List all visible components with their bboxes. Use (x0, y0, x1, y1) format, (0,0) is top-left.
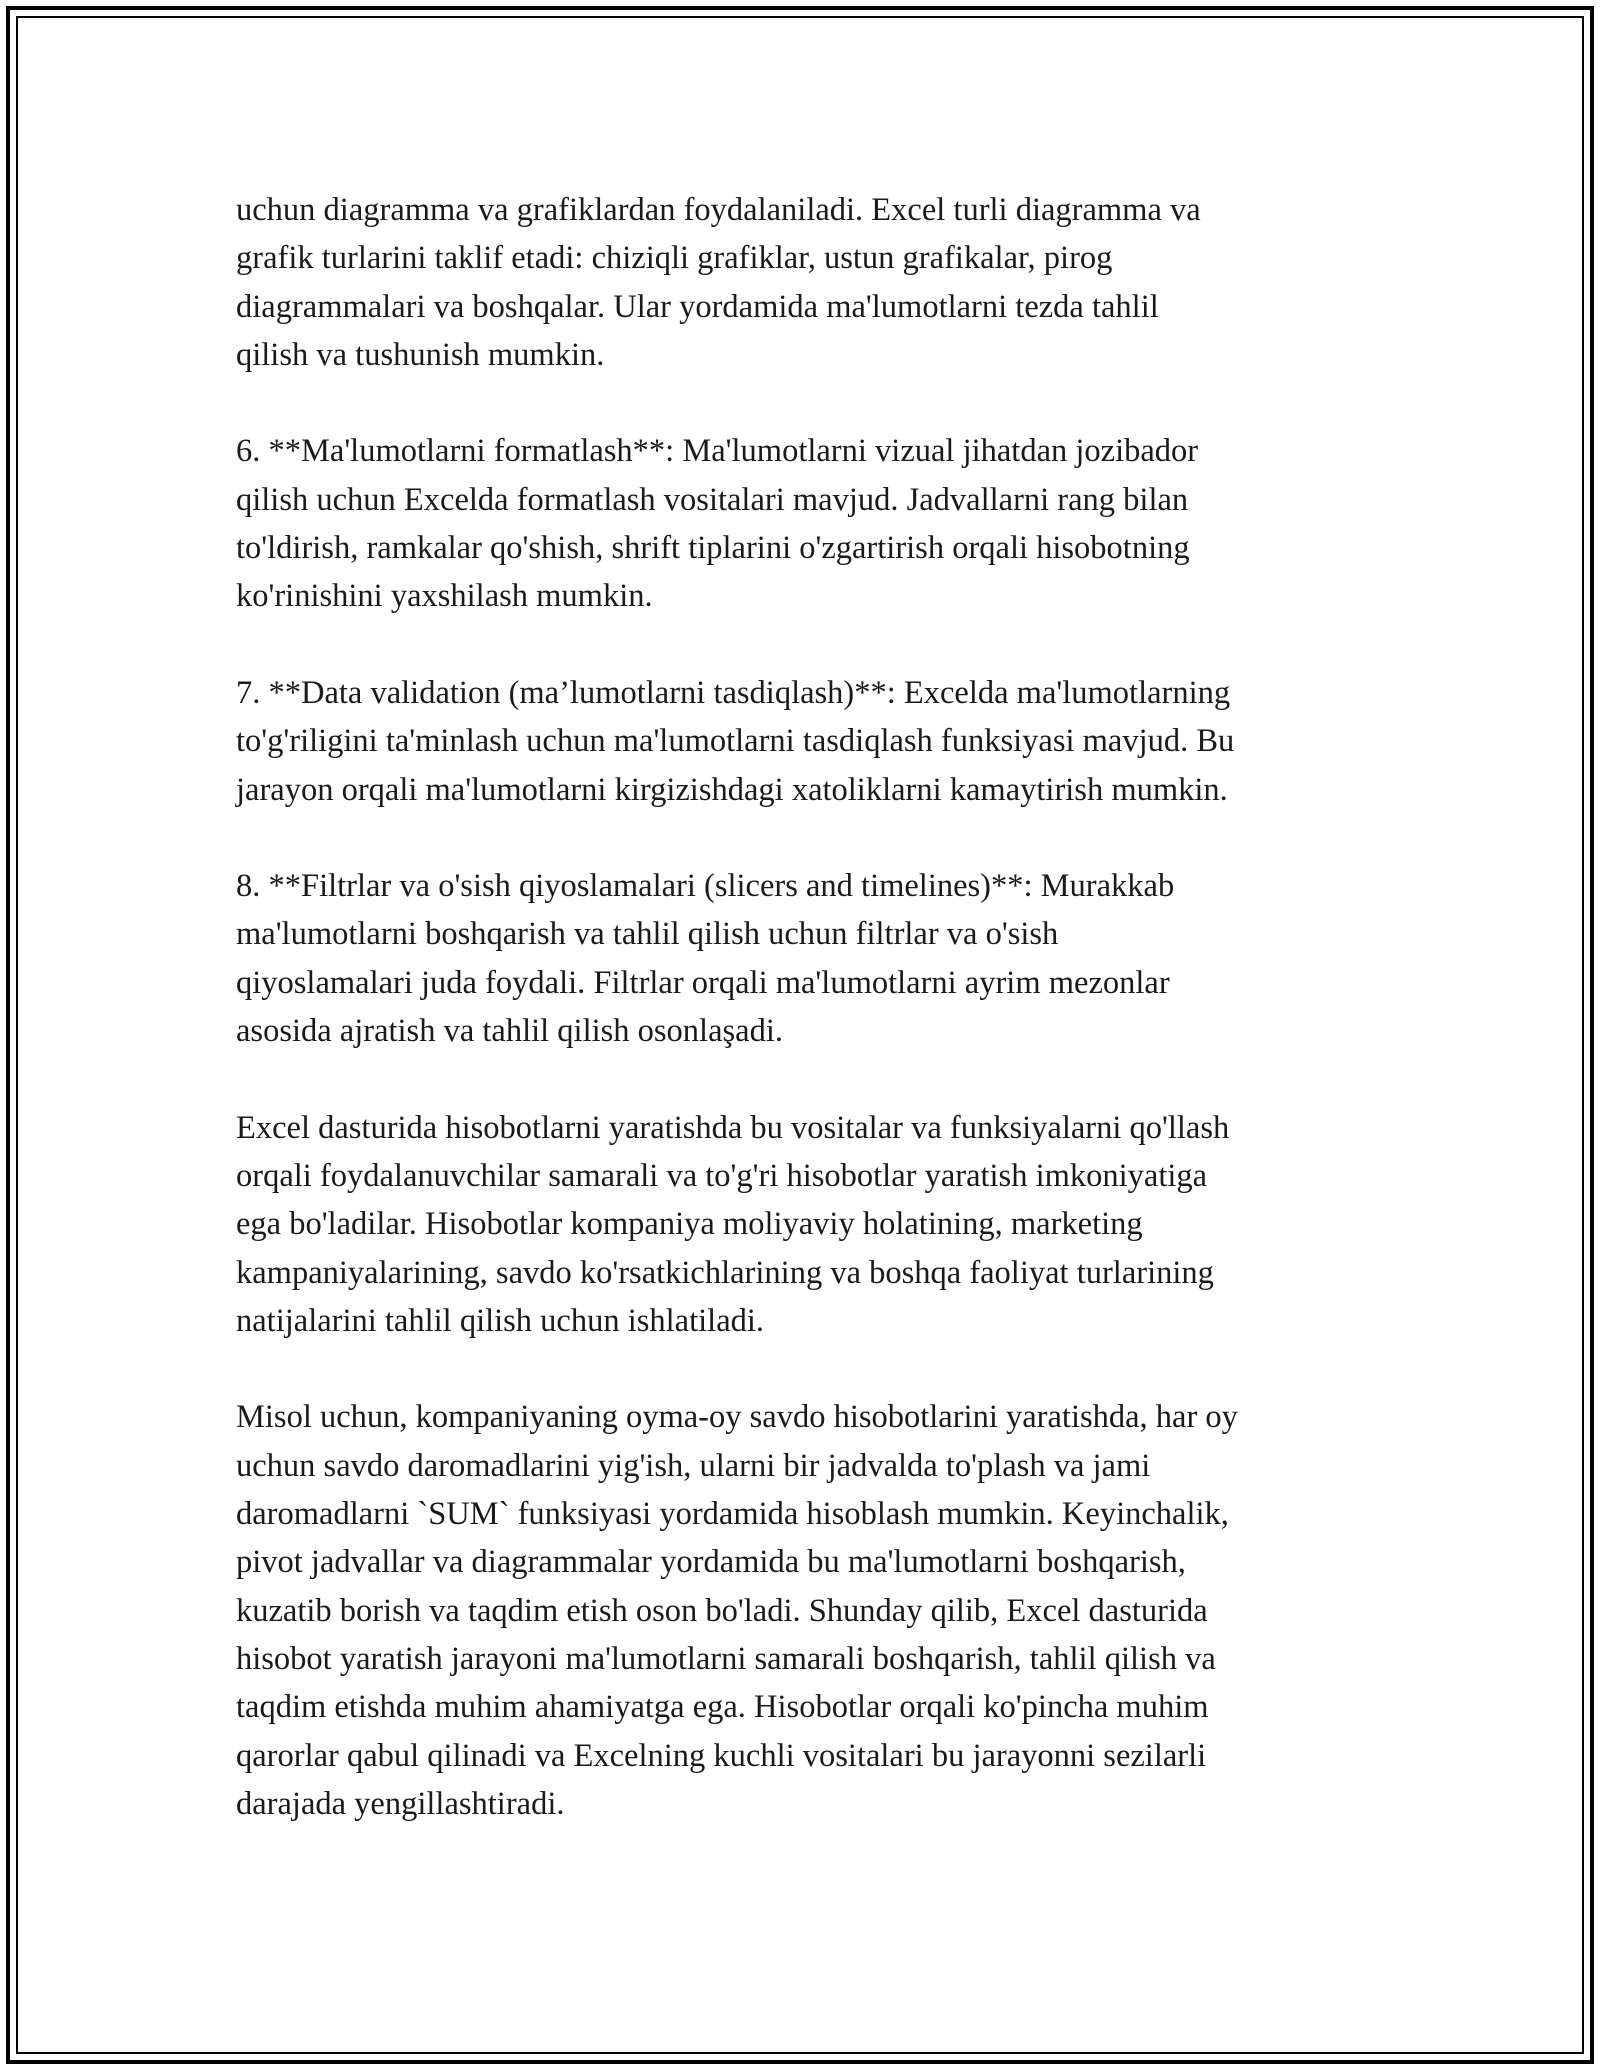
paragraph-data-validation: 7. **Data validation (ma’lumotlarni tasdiqlash)**: Excelda ma'lumotlarning to'g'riligini ta'minlash uchun ma'lumotlarni tasdiqlash funksiyasi mavjud. Bu jarayon orqali ma'lumotlarni kirgizishdagi xatoliklarni kamaytirish mumkin. (236, 674, 1235, 808)
paragraph-charts-intro: uchun diagramma va grafiklardan foydalaniladi. Excel turli diagramma va grafik turlarini taklif etadi: chiziqli grafiklar, ustun grafikalar, pirog diagrammalari va boshqalar. Ular yordamida ma'lumotlarni tezda tahlil qilish va tushunish mumkin. (236, 192, 1201, 373)
paragraph-filters: 8. **Filtrlar va o'sish qiyoslamalari (slicers and timelines)**: Murakkab ma'lumotlarni boshqarish va tahlil qilish uchun filtrlar va o'sish qiyoslamalari juda foydali. Filtrlar orqali ma'lumotlarni ayrim mezonlar asosida ajratish va tahlil qilish osonlaşadi. (236, 868, 1175, 1050)
paragraph-formatting: 6. **Ma'lumotlarni formatlash**: Ma'lumotlarni vizual jihatdan jozibador qilish uchun Excelda formatlash vositalari mavjud. Jadvallarni rang bilan to'ldirish, ramkalar qo'shish, shrift tiplarini o'zgartirish orqali hisobotning ko'rinishini yaxshilash mumkin. (236, 433, 1199, 615)
document-body (236, 186, 1368, 1876)
paragraph-example: Misol uchun, kompaniyaning oyma-oy savdo hisobotlarini yaratishda, har oy uchun savdo daromadlarini yig'ish, ularni bir jadvalda to'plash va jami daromadlarni `SUM` funksiyasi yordamida hisoblash mumkin. Keyinchalik, pivot jadvallar va diagrammalar yordamida bu ma'lumotlarni boshqarish, kuzatib borish va taqdim etish oson bo'ladi. Shunday qilib, Excel dasturida hisobot yaratish jarayoni ma'lumotlarni samarali boshqarish, tahlil qilish va taqdim etishda muhim ahamiyatga ega. Hisobotlar orqali ko'pincha muhim qarorlar qabul qilinadi va Excelning kuchli vositalari bu jarayonni sezilarli darajada yengillashtiradi. (236, 1399, 1238, 1822)
paragraph-summary: Excel dasturida hisobotlarni yaratishda bu vositalar va funksiyalarni qo'llash orqali foydalanuvchilar samarali va to'g'ri hisobotlar yaratish imkoniyatiga ega bo'ladilar. Hisobotlar kompaniya moliyaviy holatining, marketing kampaniyalarining, savdo ko'rsatkichlarining va boshqa faoliyat turlarining natijalarini tahlil qilish uchun ishlatiladi. (236, 1109, 1230, 1339)
